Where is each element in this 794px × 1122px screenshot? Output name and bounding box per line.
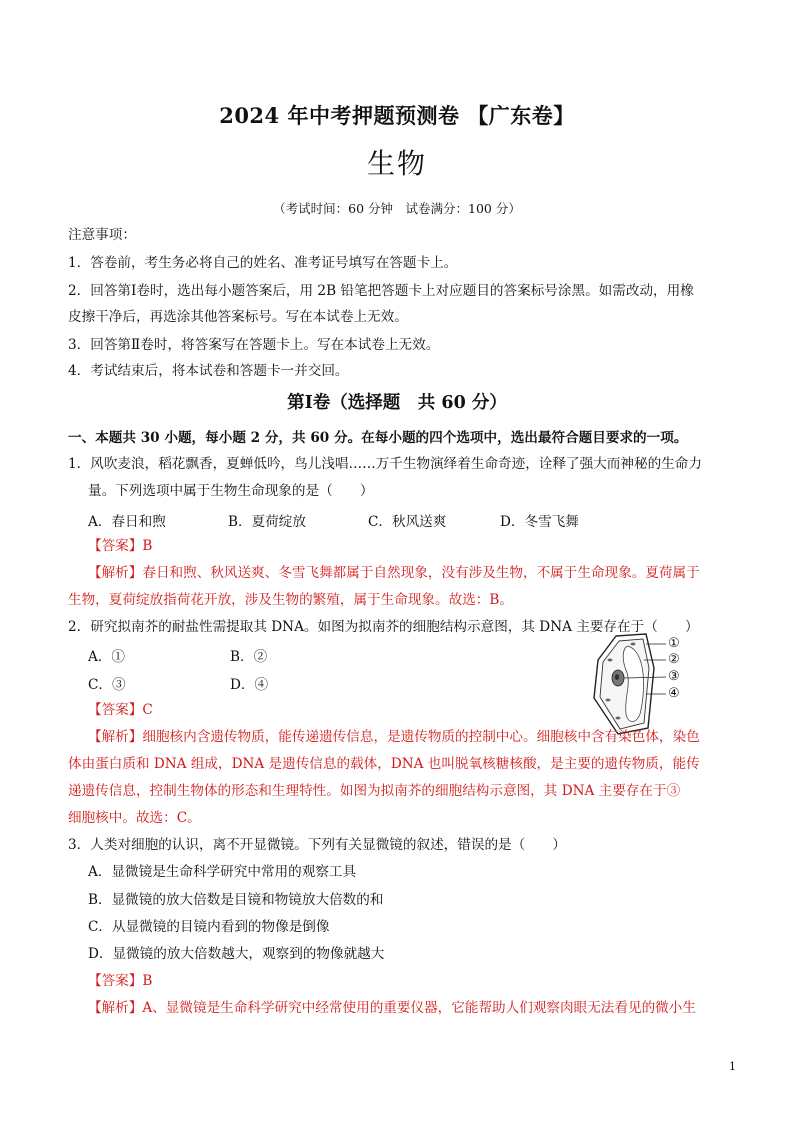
notice-item-2: 2．回答第Ⅰ卷时，选出每小题答案后，用 2B 铅笔把答题卡上对应题目的答案标号涂黑。如需改动，用橡 <box>68 283 694 299</box>
q2-option-b: B．② <box>230 649 268 665</box>
q2-explanation-line4: 细胞核中。故选：C。 <box>68 810 201 826</box>
q2-explanation-text1: 细胞核内含遗传物质，能传递遗传信息，是遗传物质的控制中心。细胞核中含有染色体，染色 <box>142 729 700 745</box>
q1-stem-line2: 量。下列选项中属于生物生命现象的是（ ） <box>88 483 374 499</box>
exam-info: （考试时间：60 分钟 试卷满分：100 分） <box>273 201 521 216</box>
q1-options <box>88 510 579 530</box>
notice-item-4: 4．考试结束后，将本试卷和答题卡一并交回。 <box>68 363 349 379</box>
q2-options-row1 <box>88 645 267 665</box>
q3-option-d: D．显微镜的放大倍数越大，观察到的物像就越大 <box>88 946 385 962</box>
q3-explanation-line1 <box>88 999 696 1018</box>
q2-option-d: D．④ <box>230 677 269 693</box>
q1-explanation-line2: 生物，夏荷绽放指荷花开放，涉及生物的繁殖，属于生命现象。故选：B。 <box>68 592 513 608</box>
q3-option-c: C．从显微镜的目镜内看到的物像是倒像 <box>88 919 330 935</box>
exam-title: 2024 年中考押题预测卷 【广东卷】 <box>219 103 575 128</box>
q2-option-a: A．① <box>88 649 126 665</box>
figure-label-1: ① <box>668 636 680 651</box>
notice-item-3: 3．回答第Ⅱ卷时，将答案写在答题卡上。写在本试卷上无效。 <box>68 337 440 353</box>
q1-option-d: D．冬雪飞舞 <box>500 514 579 530</box>
plant-cell-diagram <box>588 630 698 740</box>
figure-label-4: ④ <box>668 686 680 701</box>
q2-option-c: C．③ <box>88 677 126 693</box>
notice-item-1: 1．答卷前，考生务必将自己的姓名、准考证号填写在答题卡上。 <box>68 255 458 271</box>
subject-title: 生物 <box>366 147 427 180</box>
q2-explanation-line2: 体由蛋白质和 DNA 组成，DNA 是遗传信息的载体，DNA 也叫脱氧核糖核酸，是主要的遗传物质，能传 <box>68 756 700 772</box>
q1-explanation-text1: 春日和煦、秋风送爽、冬雪飞舞都属于自然现象，没有涉及生物，不属于生命现象。夏荷属于 <box>142 565 700 581</box>
q1-option-b: B．夏荷绽放 <box>228 514 306 530</box>
q2-answer: 【答案】C <box>88 702 153 718</box>
q2-stem: 2．研究拟南芥的耐盐性需提取其 DNA。如图为拟南芥的细胞结构示意图，其 DNA 主要存在于（ ） <box>68 619 699 635</box>
q1-explanation-label: 【解析】 <box>88 565 143 581</box>
q1-option-a: A．春日和煦 <box>88 514 166 530</box>
q1-explanation-line1 <box>88 564 700 583</box>
q1-answer: 【答案】B <box>88 538 153 554</box>
figure-label-2: ② <box>668 652 680 667</box>
notice-item-2-cont: 皮擦干净后，再选涂其他答案标号。写在本试卷上无效。 <box>68 309 408 325</box>
q3-answer: 【答案】B <box>88 973 153 989</box>
q2-options-row2 <box>88 673 268 693</box>
section-instruction: 一、本题共 30 小题，每小题 2 分，共 60 分。在每小题的四个选项中，选出最符合题目要求的一项。 <box>68 430 688 446</box>
q3-option-a: A．显微镜是生命科学研究中常用的观察工具 <box>88 864 357 880</box>
q2-explanation-label: 【解析】 <box>88 729 143 745</box>
q1-option-c: C．秋风送爽 <box>368 514 447 530</box>
q3-stem: 3．人类对细胞的认识，离不开显微镜。下列有关显微镜的叙述，错误的是（ ） <box>68 837 567 853</box>
page-number: 1 <box>729 1060 736 1073</box>
section-title: 第Ⅰ卷（选择题 共 60 分） <box>287 393 507 413</box>
figure-label-3: ③ <box>668 669 680 684</box>
plant-cell-figure <box>588 630 698 744</box>
notice-heading: 注意事项： <box>68 227 136 243</box>
q2-explanation-line3: 递遗传信息，控制生物体的形态和生理特性。如图为拟南芥的细胞结构示意图，其 DNA 主要存在于③ <box>68 783 681 799</box>
q2-explanation-line1 <box>88 728 700 747</box>
q3-explanation-text1: A、显微镜是生命科学研究中经常使用的重要仪器，它能帮助人们观察肉眼无法看见的微小生 <box>142 1000 696 1016</box>
q3-option-b: B．显微镜的放大倍数是目镜和物镜放大倍数的和 <box>88 892 384 908</box>
q3-explanation-label: 【解析】 <box>88 1000 143 1016</box>
q1-stem-line1: 1．风吹麦浪，稻花飘香，夏蝉低吟，鸟儿浅唱……万千生物演绎着生命奇迹，诠释了强大而神秘的生命力 <box>68 456 702 472</box>
